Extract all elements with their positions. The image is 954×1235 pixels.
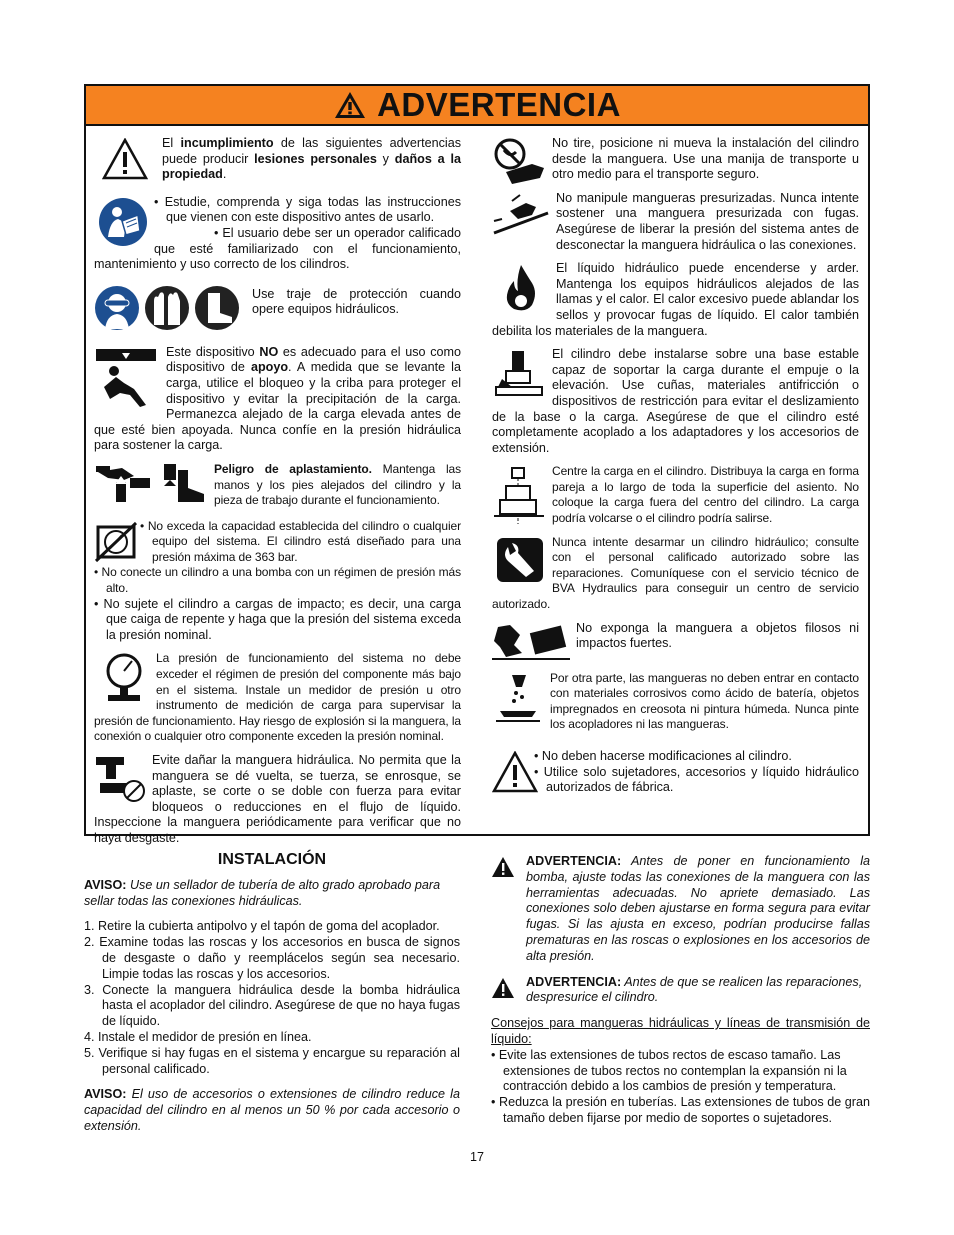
hand-crush-icon	[94, 462, 152, 504]
gloves-icon	[144, 285, 190, 331]
flame-icon	[498, 263, 544, 313]
pressure-gauge-icon	[102, 653, 146, 705]
installation-heading: INSTALACIÓN	[217, 851, 327, 868]
step-4: 4. Instale el medidor de presión en línea.	[84, 1029, 312, 1044]
disassemble-block	[492, 535, 859, 613]
foot-crush-icon	[160, 462, 206, 504]
installation-section	[84, 852, 460, 1135]
pressurized-block	[492, 191, 859, 253]
intro-block	[94, 136, 461, 183]
no-pull-hose-icon	[492, 138, 546, 186]
aviso-2: AVISO: El uso de accesorios o extensiones de cilindro reduce la capacidad del cilindro en al menos un 50 % por cada accesorio o extensión.	[84, 1087, 460, 1133]
stable-base-icon	[492, 349, 546, 401]
pressurized-hose-icon	[492, 193, 550, 239]
warning-triangle-icon	[491, 977, 515, 999]
disassemble-text: Nunca intente desarmar un cilindro hidráulico; consulte con el personal calificado autorizado sobre las reparaciones. Comuníquese con el servicio técnico de BVA Hydraulics para conseguir un centro de servicio autorizado.	[492, 534, 859, 612]
warning-triangle-icon	[491, 856, 515, 878]
warning-box	[84, 84, 870, 845]
fire-text: El líquido hidráulico puede encenderse y arder. Mantenga los equipos hidráulicos alejados de las llamas y el calor. El calor excesivo puede ablandar los sellos y provocar fugas de líquido. El calor también debilita los materiales de la manguera.	[492, 261, 859, 338]
corrosive-block	[492, 671, 859, 733]
warning-note-1: ADVERTENCIA: Antes de poner en funcionamiento la bomba, ajuste todas las conexiones de la manguera con las herramientas adecuadas. No apriete demasiado. Las conexiones solo deben ajustarse en forma segura para evitar fugas. Si las ajusta en exceso, podrían producirse fallas prematuras en las roscas o explosiones en los accesorios de alta presión.	[491, 854, 870, 965]
center-load-icon	[492, 466, 546, 526]
gauge-block	[94, 651, 461, 745]
ppe-text: Use traje de protección cuando opere equipos hidráulicos.	[252, 286, 461, 317]
mods-bullet-1: • No deben hacerse modificaciones al cilindro.	[534, 749, 792, 763]
tip-2: • Reduzca la presión en tuberías. Las extensiones de tubos de gran tamaño deben fijarse por medio de soportes o sujetadores.	[491, 1095, 870, 1125]
support-text: Este dispositivo NO es adecuado para el uso como dispositivo de apoyo. A medida que se levante la carga, utilice el bloqueo y la criba para proteger el dispositivo y evitar la precipitación de la carga. Permanezca alejado de la carga elevada antes de que esté bien apoyada. Nunca confíe en la presión hidráulica para sostener la carga.	[94, 344, 461, 453]
base-block	[492, 347, 859, 456]
mods-block	[492, 749, 859, 796]
base-text: El cilindro debe instalarse sobre una base estable capaz de soportar la carga durante el empuje o la elevación. Use cuñas, materiales antifricción o dispositivos de restricción para evitar el deslizamiento de la base o la carga. Asegúrese de que el cilindro esté completamente acoplado a los adaptadores y los accesorios de extensión.	[492, 347, 859, 455]
installation-steps	[84, 919, 460, 1077]
step-5: 5. Verifique si hay fugas en el sistema y encargue su reparación al personal calificado.	[84, 1045, 460, 1076]
crush-block	[94, 462, 461, 509]
tip-1: • Evite las extensiones de tubos rectos de escaso tamaño. Las extensiones de tubos rectos no contemplan la expansión ni la contracción debido a los cambios de presión y temperatura.	[491, 1047, 847, 1094]
tips-heading: Consejos para mangueras hidráulicas y líneas de transmisión de líquido:	[491, 1016, 870, 1046]
ppe-icons	[94, 285, 240, 331]
pull-block	[492, 136, 859, 183]
read-manual-icon	[98, 197, 148, 247]
pull-text: No tire, posicione ni mueva la instalación del cilindro desde la manguera. Use una manija de transporte u otro medio para el transporte seguro.	[552, 136, 859, 182]
capacity-bullet-1: • No exceda la capacidad establecida del cilindro o cualquier equipo del sistema. El cilindro está diseñado para una presión máxima de 363 bar.	[140, 518, 461, 564]
pressurized-text: No manipule mangueras presurizadas. Nunca intente sostener una manguera presurizada con fugas. Asegúrese de liberar la presión del sistema antes de desconectar la manguera hidráulica o las conexiones.	[556, 190, 859, 252]
fire-block	[492, 261, 859, 339]
goggles-icon	[94, 285, 140, 331]
study-bullet-1: • Estudie, comprenda y siga todas las instrucciones que vienen con este dispositivo antes de usarlo.	[154, 194, 461, 225]
study-block	[94, 195, 461, 273]
hose-block	[94, 753, 461, 847]
gauge-text: La presión de funcionamiento del sistema no debe exceder el régimen de presión del componente más bajo en el sistema. Instale un medidor de presión u otro instrumento de medición de carga para supervisar la presión de funcionamiento. Hay riesgo de explosión si la manguera, la conexión o cualquier otro componente exceden la presión nominal.	[94, 651, 461, 744]
page-number: 17	[469, 1150, 484, 1164]
caution-triangle-icon	[102, 138, 148, 180]
capacity-bullet-3: • No sujete el cilindro a cargas de impacto; es decir, una carga que caiga de repente y haga que la presión del sistema exceda la presión nominal.	[94, 596, 461, 642]
falling-load-icon	[94, 347, 158, 409]
center-block	[492, 464, 859, 526]
notes-section	[491, 854, 870, 1127]
wrench-icon	[496, 537, 544, 583]
corrosive-icon	[492, 673, 544, 723]
aviso-1: AVISO: Use un sellador de tubería de alto grado aprobado para sellar todas las conexiones hidráulicas.	[84, 877, 441, 908]
center-text: Centre la carga en el cilindro. Distribuya la carga en forma pareja a lo largo de toda la superficie del asiento. No coloque la carga fuera del centro del cilindro. La carga podría volcarse o el cilindro podría salirse.	[552, 464, 859, 526]
warning-note-2: ADVERTENCIA: Antes de que se realicen las reparaciones, despresurice el cilindro.	[491, 975, 870, 1007]
sharp-objects-icon	[492, 623, 570, 663]
mods-bullet-2: • Utilice solo sujetadores, accesorios y líquido hidráulico autorizados de fábrica.	[534, 764, 859, 795]
hose-damage-icon	[94, 755, 146, 807]
overload-gauge-icon	[94, 521, 146, 565]
hose-text: Evite dañar la manguera hidráulica. No permita que la manguera se dé vuelta, se tuerza, se enrosque, se aplaste, se corte o se doble con fuerza para evitar bloqueos o reducciones en el flujo de líquido. Inspeccione la manguera periódicamente para verificar que no haya desgaste.	[94, 753, 461, 845]
step-1: 1. Retire la cubierta antipolvo y el tapón de goma del acoplador.	[84, 919, 440, 934]
support-block	[94, 345, 461, 454]
capacity-bullet-2: • No conecte un cilindro a una bomba con un régimen de presión más alto.	[94, 565, 461, 596]
study-bullet-2: • El usuario debe ser un operador calificado que esté familiarizado con el funcionamiento, mantenimiento y uso correcto de los cilindros.	[94, 225, 461, 272]
crush-text: Peligro de aplastamiento. Mantenga las manos y los pies alejados del cilindro y la pieza de trabajo durante el funcionamiento.	[214, 461, 461, 508]
sharp-block	[492, 621, 859, 663]
crush-icons	[94, 462, 206, 504]
right-column	[492, 136, 859, 804]
capacity-block	[94, 519, 461, 644]
sharp-text: No exponga la manguera a objetos filosos ni impactos fuertes.	[576, 620, 859, 651]
step-3: 3. Conecte la manguera hidráulica desde la bomba hidráulica hasta el acoplador del cilindro. Asegúrese de que no haya fugas de líquido.	[84, 982, 460, 1029]
left-column	[94, 136, 461, 855]
caution-triangle-icon	[492, 751, 538, 793]
warning-title: ADVERTENCIA	[377, 86, 621, 123]
intro-text: El incumplimiento de las siguientes advertencias puede producir lesiones personales y daños a la propiedad.	[162, 136, 461, 182]
step-2: 2. Examine todas las roscas y los accesorios en busca de signos de desgaste o daño y reemplácelos según sea necesario. Limpie todas las roscas y los accesorios.	[84, 935, 460, 981]
warning-triangle-icon	[333, 90, 367, 120]
ppe-block	[94, 285, 461, 331]
warning-header	[86, 86, 868, 126]
corrosive-text: Por otra parte, las mangueras no deben entrar en contacto con materiales corrosivos como ácido de batería, objetos impregnados en creosota ni pintura húmeda. Nunca pinte los acopladores ni las mangueras.	[550, 670, 859, 732]
boots-icon	[194, 285, 240, 331]
